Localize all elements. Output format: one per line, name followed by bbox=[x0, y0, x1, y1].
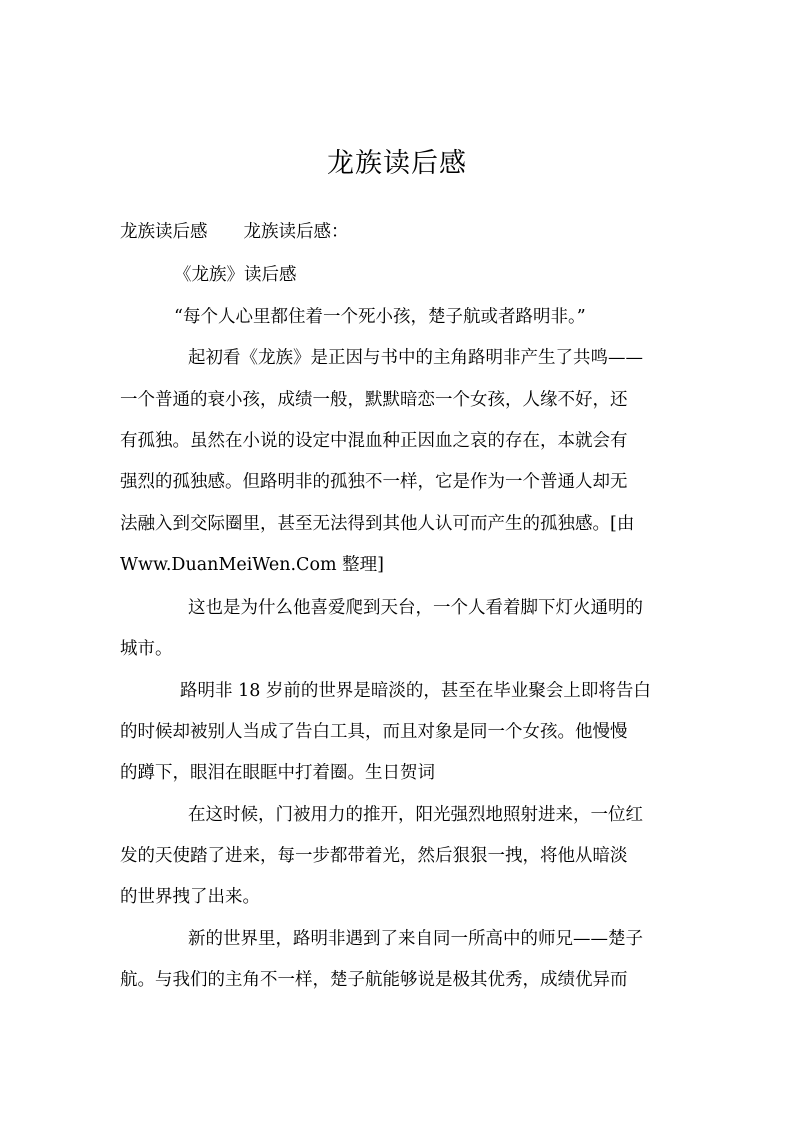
paragraph-line: Www.DuanMeiWen.Com 整理] bbox=[120, 555, 384, 575]
paragraph-line: 的世界拽了出来。 bbox=[120, 887, 260, 907]
paragraph-line: 在这时候，门被用力的推开，阳光强烈地照射进来，一位红 bbox=[188, 805, 643, 825]
subtitle-line: 《龙族》读后感 bbox=[174, 265, 297, 285]
paragraph-line: 发的天使踏了进来，每一步都带着光，然后狠狠一拽，将他从暗淡 bbox=[120, 846, 628, 866]
header-left-text: 龙族读后感 bbox=[120, 222, 208, 242]
quote-line: “每个人心里都住着一个死小孩，楚子航或者路明非。” bbox=[174, 307, 586, 327]
paragraph-line: 起初看《龙族》是正因与书中的主角路明非产生了共鸣—— bbox=[188, 348, 643, 368]
header-right-text: 龙族读后感： bbox=[243, 222, 349, 242]
paragraph-line: 城市。 bbox=[120, 639, 173, 659]
paragraph-line: 航。与我们的主角不一样，楚子航能够说是极其优秀，成绩优异而 bbox=[120, 970, 628, 990]
paragraph-line: 新的世界里，路明非遇到了来自同一所高中的师兄——楚子 bbox=[188, 929, 643, 949]
paragraph-line: 这也是为什么他喜爱爬到天台，一个人看着脚下灯火通明的 bbox=[188, 598, 643, 618]
paragraph-line: 有孤独。虽然在小说的设定中混血种正因血之哀的存在，本就会有 bbox=[120, 431, 628, 451]
paragraph-line: 一个普通的衰小孩，成绩一般，默默暗恋一个女孩，人缘不好，还 bbox=[120, 390, 628, 410]
paragraph-line: 的蹲下，眼泪在眼眶中打着圈。生日贺词 bbox=[120, 763, 435, 783]
paragraph-line: 强烈的孤独感。但路明非的孤独不一样，它是作为一个普通人却无 bbox=[120, 472, 628, 492]
paragraph-line: 路明非 18 岁前的世界是暗淡的，甚至在毕业聚会上即将告白 bbox=[180, 681, 651, 701]
paragraph-line: 的时候却被别人当成了告白工具，而且对象是同一个女孩。他慢慢 bbox=[120, 722, 628, 742]
header-line bbox=[120, 220, 349, 244]
page-title: 龙族读后感 bbox=[327, 148, 467, 179]
paragraph-line: 法融入到交际圈里，甚至无法得到其他人认可而产生的孤独感。[由 bbox=[120, 514, 635, 534]
